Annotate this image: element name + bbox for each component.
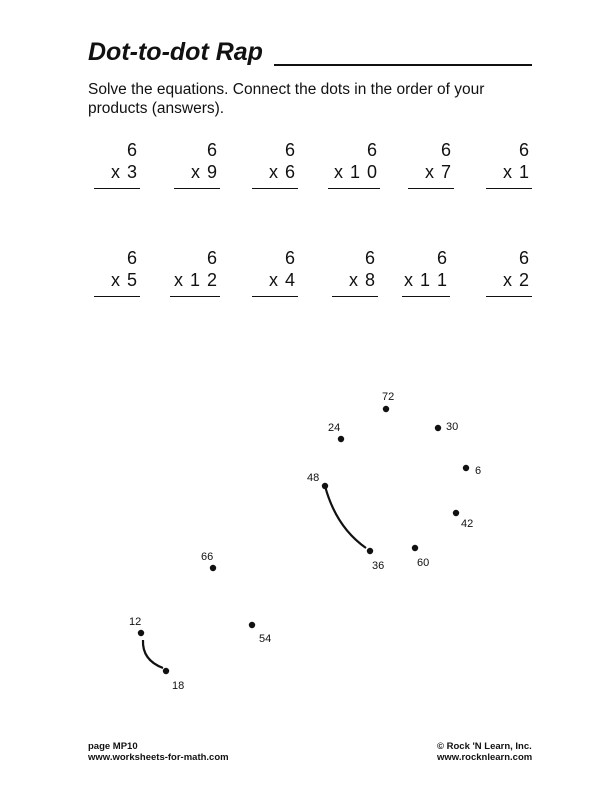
- dot-12[interactable]: [129, 616, 144, 636]
- connecting-line: [325, 486, 366, 548]
- footer-left: [88, 741, 229, 763]
- dot[interactable]: [412, 545, 418, 551]
- problem-top: 6: [364, 248, 376, 268]
- problem-top: 6: [206, 248, 218, 268]
- problem-top: 6: [126, 140, 138, 160]
- problem-bottom: x 5: [110, 270, 138, 290]
- page-title: Dot-to-dot Rap: [88, 38, 263, 66]
- instructions: Solve the equations. Connect the dots in the order of your products (answers).: [88, 81, 485, 117]
- dot[interactable]: [383, 406, 389, 412]
- dot-18[interactable]: [163, 668, 184, 692]
- dot[interactable]: [210, 565, 216, 571]
- dot[interactable]: [138, 630, 144, 636]
- problem-bottom: x 1: [502, 162, 530, 182]
- problem-bottom: x 4: [268, 270, 296, 290]
- dot-label: 30: [446, 421, 459, 433]
- problem-top: 6: [284, 140, 296, 160]
- dot-label: 6: [475, 465, 482, 477]
- dot-72[interactable]: [382, 391, 394, 412]
- problem-bottom: x 7: [424, 162, 452, 182]
- dot[interactable]: [338, 436, 344, 442]
- dot-label: 72: [382, 391, 395, 403]
- dot-label: 42: [461, 518, 474, 530]
- problem-top: 6: [366, 140, 378, 160]
- connecting-line: [143, 640, 163, 668]
- dot[interactable]: [435, 425, 441, 431]
- dot-label: 60: [417, 557, 430, 569]
- problem-top: 6: [126, 248, 138, 268]
- problem-top: 6: [518, 140, 530, 160]
- dot-54[interactable]: [249, 622, 271, 645]
- dot-42[interactable]: [453, 510, 473, 530]
- dot-24[interactable]: [328, 422, 344, 442]
- problem-bottom: x 1 1: [403, 270, 448, 290]
- dot[interactable]: [249, 622, 255, 628]
- problem-bottom: x 2: [502, 270, 530, 290]
- problem-bottom: x 1 2: [173, 270, 218, 290]
- dot-label: 66: [201, 551, 214, 563]
- problem-bottom: x 9: [190, 162, 218, 182]
- problem-bottom: x 6: [268, 162, 296, 182]
- dot[interactable]: [463, 465, 469, 471]
- problem-top: 6: [436, 248, 448, 268]
- dot[interactable]: [163, 668, 169, 674]
- problem-top: 6: [284, 248, 296, 268]
- dot-label: 18: [172, 680, 185, 692]
- dot-label: 12: [129, 616, 142, 628]
- dot-30[interactable]: [435, 421, 458, 433]
- dot[interactable]: [367, 548, 373, 554]
- dot-66[interactable]: [201, 551, 216, 571]
- dot[interactable]: [453, 510, 459, 516]
- dot-label: 36: [372, 560, 385, 572]
- footer-right: [437, 741, 532, 763]
- dot-label: 54: [259, 633, 272, 645]
- dot-60[interactable]: [412, 545, 429, 569]
- website-link[interactable]: www.rocknlearn.com: [437, 752, 533, 763]
- dot-6[interactable]: [463, 465, 481, 477]
- dot-36[interactable]: [367, 548, 384, 572]
- copyright-notice: © Rock 'N Learn, Inc.: [437, 741, 532, 752]
- dot-48[interactable]: [307, 472, 328, 489]
- problem-bottom: x 3: [110, 162, 138, 182]
- dot-label: 24: [328, 422, 341, 434]
- website-link[interactable]: www.worksheets-for-math.com: [88, 752, 229, 763]
- problem-top: 6: [206, 140, 218, 160]
- dot[interactable]: [322, 483, 328, 489]
- dot-label: 48: [307, 472, 320, 484]
- problem-top: 6: [440, 140, 452, 160]
- page-number: page MP10: [88, 741, 138, 752]
- problem-bottom: x 1 0: [333, 162, 378, 182]
- problem-top: 6: [518, 248, 530, 268]
- problem-bottom: x 8: [348, 270, 376, 290]
